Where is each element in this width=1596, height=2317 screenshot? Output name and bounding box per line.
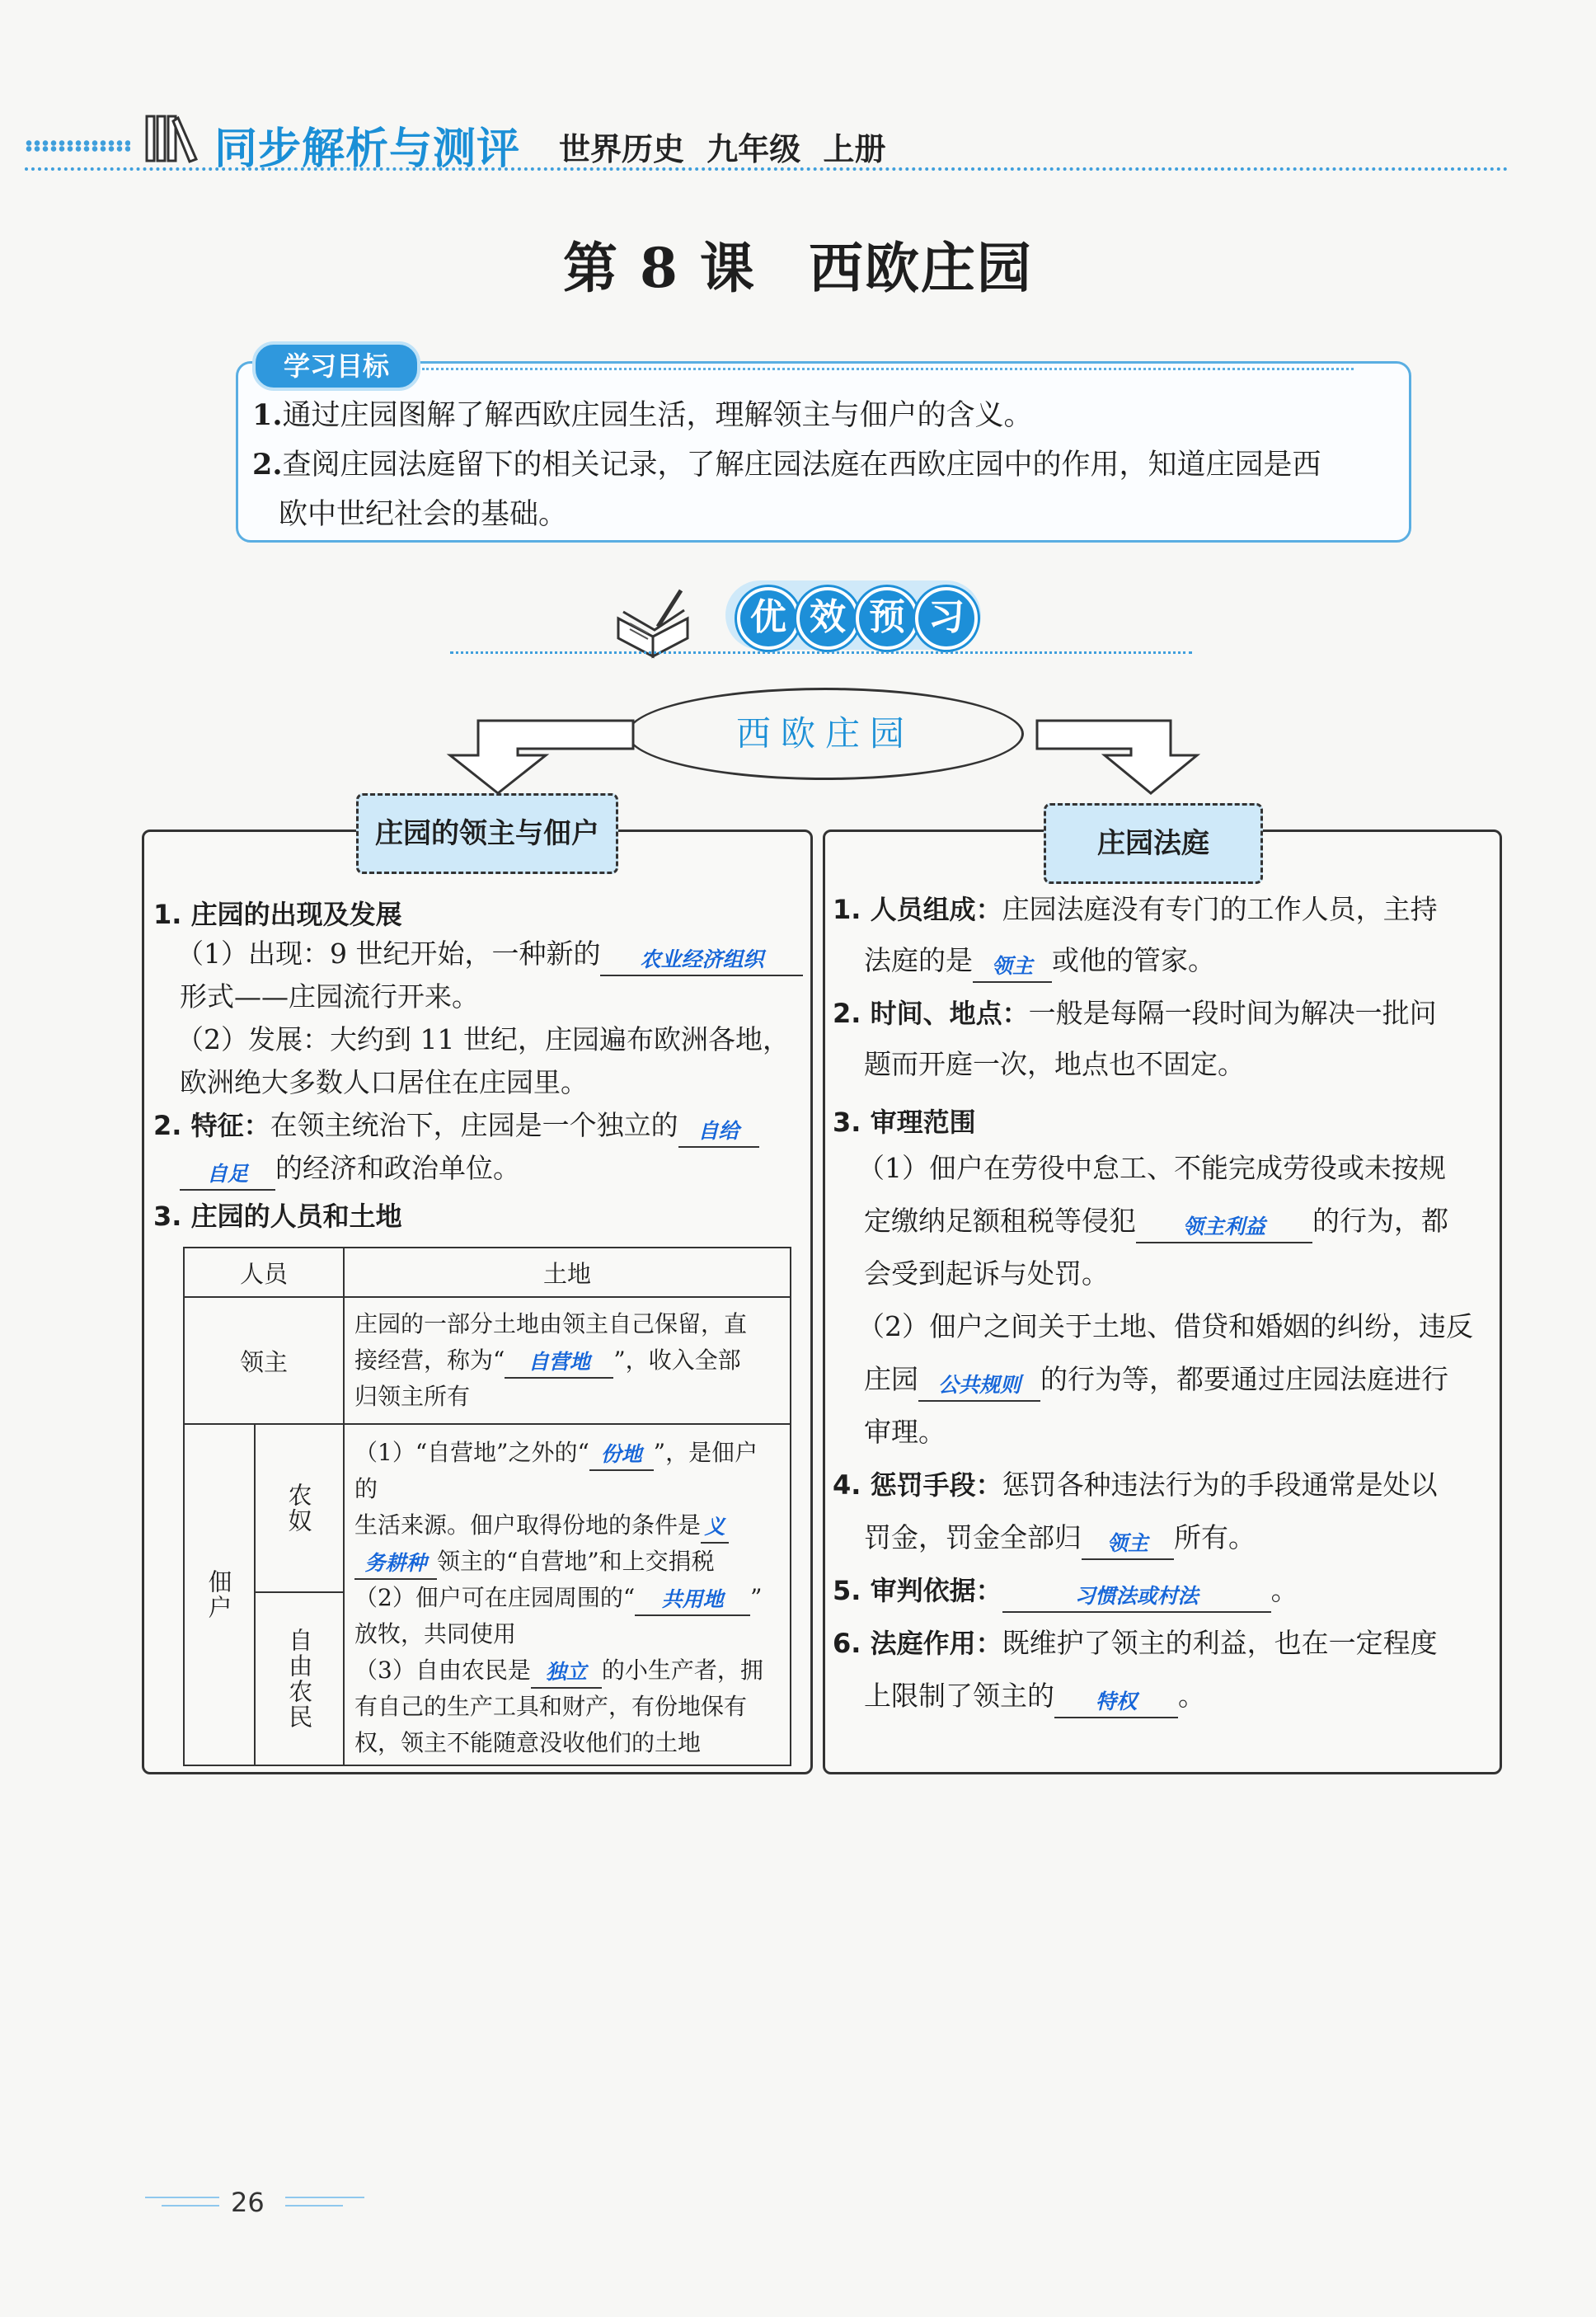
page-number-line-left-2 (162, 2205, 219, 2207)
goal-item-2: 2.查阅庄园法庭留下的相关记录，了解庄园法庭在西欧庄园中的作用，知道庄园是西 (252, 448, 1321, 482)
answer-blank: 共用地 (635, 1585, 750, 1616)
left-panel-tag: 庄园的领主与佃户 (356, 793, 618, 874)
goal-item-1: 1.通过庄园图解了解西欧庄园生活，理解领主与佃户的含义。 (252, 398, 1033, 432)
preview-char-2: 效 (796, 587, 859, 650)
right-r3-2-cont: 庄园 公共规则 的行为等，都要通过庄园法庭进行 (864, 1357, 1448, 1402)
answer-blank: 领主利益 (1136, 1212, 1312, 1243)
lesson-number: 第 8 课 (563, 236, 756, 300)
right-r4-cont: 罚金，罚金全部归 领主 所有。 (864, 1516, 1256, 1560)
right-r1: 1. 人员组成：庄园法庭没有专门的工作人员，主持 (833, 893, 1438, 925)
table-header-land: 土地 (344, 1248, 791, 1297)
right-r3-2: （2）佃户之间关于土地、借贷和婚姻的纠纷，违反 (857, 1310, 1473, 1342)
answer-blank: 务耕种 (354, 1549, 437, 1580)
answer-blank: 自足 (180, 1159, 275, 1191)
answer-blank: 特权 (1054, 1687, 1178, 1718)
right-r6-cont: 上限制了领主的 特权 。 (864, 1674, 1205, 1718)
goals-dotted-arrow (422, 368, 1354, 370)
people-land-table (183, 1247, 791, 1766)
table-free-peasant: 自由农民 (255, 1592, 344, 1765)
goal-item-2-cont: 欧中世纪社会的基础。 (279, 498, 568, 531)
center-topic: 西欧庄园 (627, 688, 1024, 780)
right-r2-cont: 题而开庭一次，地点也不固定。 (864, 1048, 1245, 1080)
lesson-title (0, 224, 1596, 303)
right-r3-1-cont: 定缴纳足额租税等侵犯 领主利益 的行为，都 (864, 1199, 1448, 1243)
left-s1-2: （2）发展：大约到 11 世纪，庄园遍布欧洲各地， (176, 1023, 790, 1055)
page-number: 26 (231, 2187, 265, 2218)
goals-tag: 学习目标 (252, 341, 420, 391)
answer-blank: 公共规则 (918, 1370, 1040, 1402)
left-s2: 2. 特征：在领主统治下，庄园是一个独立的 自给 (153, 1103, 759, 1148)
table-tenant: 佃户 (184, 1424, 255, 1765)
right-r2: 2. 时间、地点：一般是每隔一段时间为解决一批问 (833, 997, 1437, 1029)
left-s1-2-cont: 欧洲绝大多数人口居住在庄园里。 (180, 1066, 588, 1098)
preview-char-3: 预 (856, 587, 918, 650)
right-r4: 4. 惩罚手段：惩罚各种违法行为的手段通常是处以 (833, 1469, 1438, 1501)
table-serf: 农奴 (255, 1424, 344, 1592)
page-number-line-right-2 (285, 2205, 343, 2207)
header-divider (25, 167, 1509, 171)
left-s1-heading: 1. 庄园的出现及发展 (153, 899, 402, 930)
books-logo-icon (145, 113, 203, 164)
preview-dotted-line (450, 651, 1192, 654)
right-arrow-icon (1035, 716, 1200, 798)
table-lord-land: 庄园的一部分土地由领主自己保留，直 接经营，称为“ 自营地 ”，收入全部 归领主所有 (344, 1297, 791, 1424)
right-panel-tag: 庄园法庭 (1044, 803, 1263, 884)
right-r3-1: （1）佃户在劳役中怠工、不能完成劳役或未按规 (857, 1152, 1446, 1184)
preview-char-4: 习 (915, 587, 978, 650)
right-r5: 5. 审判依据： 习惯法或村法 。 (833, 1568, 1298, 1613)
right-r6: 6. 法庭作用：既维护了领主的利益，也在一定程度 (833, 1627, 1438, 1659)
answer-blank: 领主 (973, 952, 1052, 983)
answer-blank: 农业经济组织 (600, 945, 803, 976)
open-book-pen-icon (612, 585, 694, 660)
right-r3-1-end: 会受到起诉与处罚。 (864, 1257, 1109, 1290)
page-number-line-right (285, 2197, 364, 2198)
brand-title: 同步解析与测评 (214, 125, 521, 174)
left-s2-cont: 自足 的经济和政治单位。 (180, 1146, 520, 1191)
answer-blank: 份地 (589, 1440, 654, 1471)
subject-label: 世界历史 九年级 上册 (559, 131, 886, 167)
answer-blank: 习惯法或村法 (1002, 1581, 1271, 1613)
right-r3-2-end: 审理。 (864, 1416, 946, 1448)
lesson-name: 西欧庄园 (808, 236, 1033, 300)
left-arrow-icon (445, 716, 635, 798)
table-lord: 领主 (184, 1297, 344, 1424)
left-s1-1-cont: 形式——庄园流行开来。 (180, 980, 479, 1013)
right-r1-cont: 法庭的是 领主 或他的管家。 (864, 938, 1215, 983)
header-dots (25, 140, 130, 152)
preview-char-1: 优 (737, 587, 800, 650)
answer-blank: 独立 (531, 1657, 602, 1689)
table-header-person: 人员 (184, 1248, 344, 1297)
left-s1-1: （1）出现：9 世纪开始，一种新的 农业经济组织 (176, 932, 803, 976)
table-tenant-land: （1）“自营地”之外的“ 份地 ”，是佃户的 生活来源。佃户取得份地的条件是 义 务耕种 领主的“自营地”和上交捐税 （2）佃户可在庄园周围的“ 共用地 ” 放牧，共同使用 （3）自由农民是 独立 的小生产者，拥 有自己的生产工具和财产，有份地保有 权，领主不能随意没收他们的土地 (344, 1424, 791, 1765)
right-r3-heading: 3. 审理范围 (833, 1107, 976, 1138)
preview-banner (725, 580, 981, 650)
answer-blank: 义 (701, 1512, 729, 1544)
page-number-line-left (145, 2197, 219, 2198)
left-s3-heading: 3. 庄园的人员和土地 (153, 1201, 402, 1232)
answer-blank: 领主 (1082, 1529, 1174, 1560)
answer-blank: 自营地 (505, 1347, 613, 1379)
answer-blank: 自给 (678, 1116, 759, 1148)
